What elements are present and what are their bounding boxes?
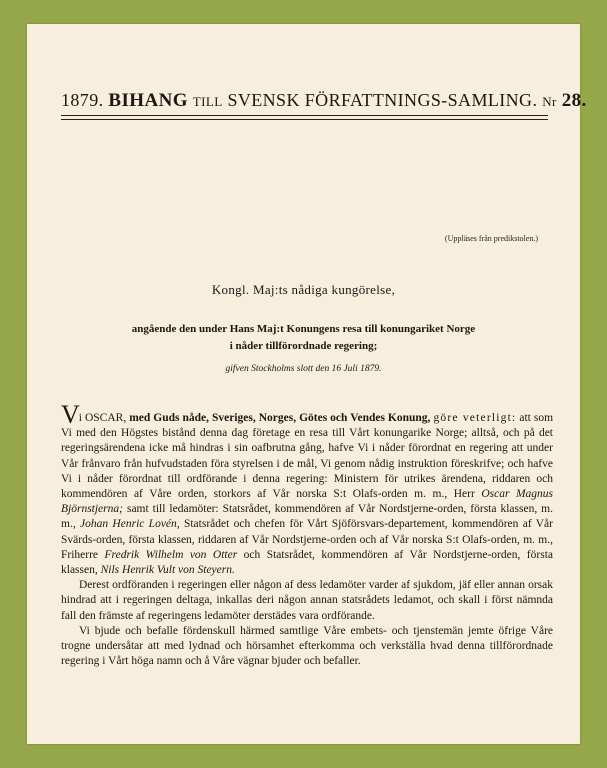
king-name: i OSCAR, (78, 412, 127, 424)
header-number: 28. (561, 90, 587, 111)
header-till: TILL (192, 94, 223, 109)
decree-subject-line2: i nåder tillförordnade regering; (229, 340, 378, 352)
drop-cap: V (61, 400, 79, 429)
header-rule-thick (61, 115, 548, 116)
person-name: Fredrik Wilhelm von Otter (104, 548, 238, 561)
paragraph-text: att som Vi med den Högstes bistånd denna dag företage en resa till Vårt konungarike Norge; alltså, och på det regeringsärendena icke må hindras i sin oafbrutna gång, hafve Vi i nåder förordnat en regering att under Vår frånvaro från hufvudstaden föra styrelsen i de mål, Vi genom nådig instruktion föreskrifve; och hafve Vi i nåder förordnat till ordförande i denna regering: Ministern för utrikes ärendena, riddaren och kommendören af Våre orden, storkors af Vår norska S:t Olafs-orden m. m., Herr (61, 412, 554, 501)
reading-note: (Uppläses från predikstolen.) (444, 234, 538, 243)
header-nr: Nr (542, 94, 557, 109)
decree-title: Kongl. Maj:ts nådiga kungörelse, (211, 282, 396, 297)
page-header (61, 90, 587, 112)
decree-subject-line1: angående den under Hans Maj:t Konungens resa till konungariket Norge (131, 323, 476, 335)
document-page (27, 24, 587, 744)
person-name: Nils Henrik Vult von Steyern. (100, 564, 235, 577)
person-name: Johan Henric Lovén, (80, 518, 180, 531)
header-rule-thin (61, 119, 548, 120)
paragraph-1 (61, 400, 554, 578)
header-bihang: BIHANG (108, 90, 188, 111)
decree-subject (27, 321, 580, 355)
paragraph-2: Derest ordföranden i regeringen eller någon af dess ledamöter varder af sjukdom, jäf eller annan orsak hindrad att i regeringen deltaga, inkallas deri någon annan statsrådets ledamot, och skall i först nämnda fall den främste af regeringens ledamöter derstädes vara ordförande. (61, 579, 553, 622)
header-title: SVENSK FÖRFATTNINGS-SAMLING. (227, 90, 538, 110)
paragraph-text: Statsrådet och chefen för Vårt Sjöförsvars-departement, kommendören af Vår Svärds-orden, första klassen, riddaren af Vår Nordstjerne-orden och af Vår norska S:t Olafs-orden, m. m., Friherre (61, 518, 553, 561)
paragraph-text: samt till ledamöter: Statsrådet, kommendören af Vår Nordstjerne-orden, första klassen, m. m., (61, 503, 553, 531)
header-year: 1879. (61, 90, 104, 110)
decree-body (61, 400, 554, 669)
decree-date: gifven Stockholms slott den 16 Juli 1879. (225, 364, 382, 374)
proclamation: göre veterligt: (433, 412, 517, 424)
paragraph-3: Vi bjude och befalle fördenskull härmed samtlige Våre embets- och tjenstemän jemte öfrige Våre trogne undersåtar att med lydnad och hörsamhet efterkomma och verkställa hvad denna tillförordnade regering i Vårt höga namn och å Våre vägnar bjuder och befaller. (61, 624, 553, 668)
person-name: Oscar Magnus Björnstjerna; (61, 488, 554, 516)
king-title: med Guds nåde, Sveriges, Norges, Götes och Vendes Konung, (129, 412, 431, 424)
paragraph-text: och Statsrådet, kommendören af Vår Nordstjerne-orden, första klassen, (61, 548, 553, 577)
